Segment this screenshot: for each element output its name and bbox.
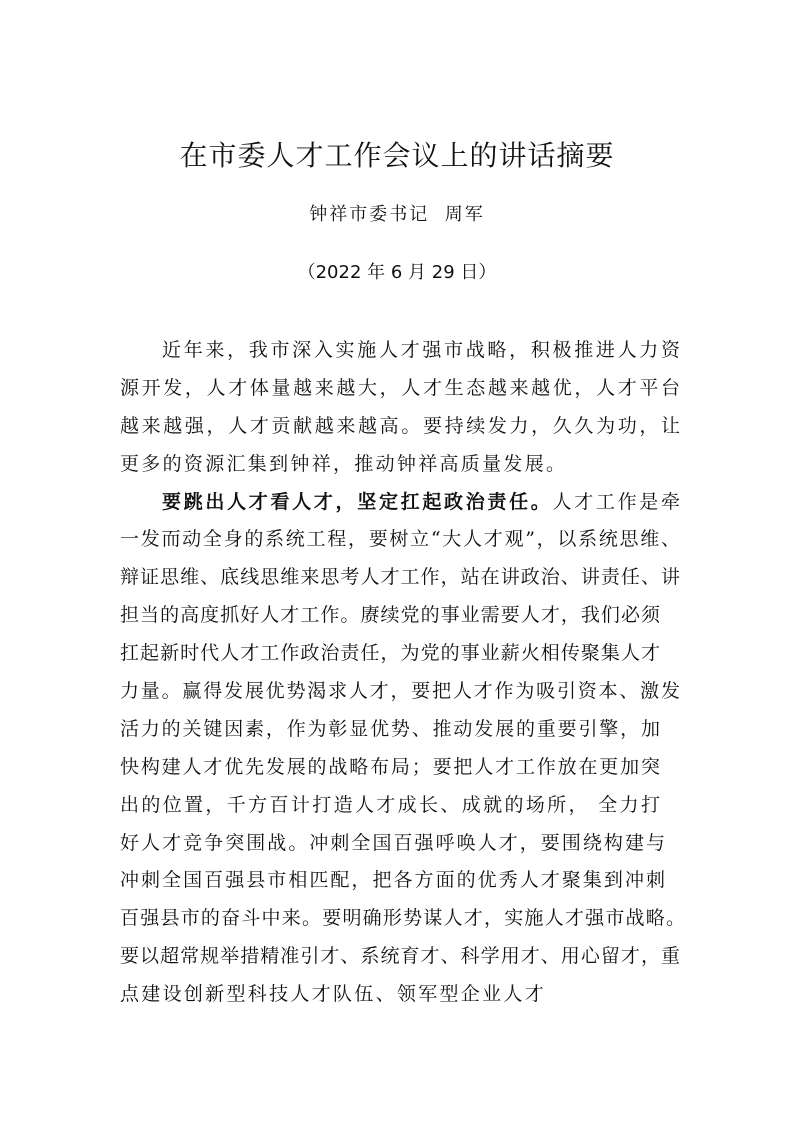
text-line: 活力的关键因素，作为彰显优势、推动发展的重要引擎，加 — [120, 717, 660, 740]
document-body — [120, 333, 685, 1015]
text-line: 辩证思维、底线思维来思考人才工作，站在讲政治、讲责任、讲 — [120, 566, 680, 589]
author-line: 钟祥市委书记 周军 — [309, 204, 485, 225]
text-line: 力量。赢得发展优势渴求人才，要把人才作为吸引资本、激发 — [120, 680, 680, 703]
text-line: 要以超常规举措精准引才、系统育才、科学用才、用心留才，重 — [120, 945, 680, 968]
text-line: 源开发，人才体量越来越大，人才生态越来越优，人才平台 — [120, 376, 680, 399]
text-line: 近年来，我市深入实施人才强市战略，积极推进人力资 — [162, 339, 680, 361]
text-line: 扛起新时代人才工作政治责任，为党的事业薪火相传聚集人才 — [120, 642, 660, 665]
text-line — [120, 485, 680, 523]
text-line: 快构建人才优先发展的战略布局；要把人才工作放在更加突 — [120, 755, 660, 778]
text-line: 百强县市的奋斗中来。要明确形势谋人才，实施人才强市战略。 — [120, 907, 685, 930]
text-line: 一发而动全身的系统工程，要树立“大人才观”，以系统思维、 — [120, 528, 680, 551]
text-line: 担当的高度抓好人才工作。赓续党的事业需要人才，我们必须 — [120, 604, 660, 627]
text-line: 出的位置，千方百计打造人才成长、成就的场所， 全力打 — [120, 793, 660, 816]
text-line: 好人才竞争突围战。冲刺全国百强呼唤人才，要围绕构建与 — [120, 831, 665, 854]
speech-date: （2022 年 6 月 29 日） — [297, 262, 497, 283]
section-heading: 要跳出人才看人才，坚定扛起政治责任。 — [162, 490, 553, 513]
text-span: 人才工作是牵 — [552, 490, 680, 513]
document-title: 在市委人才工作会议上的讲话摘要 — [179, 139, 615, 172]
text-line: 更多的资源汇集到钟祥，推动钟祥高质量发展。 — [120, 452, 568, 475]
text-line: 点建设创新型科技人才队伍、领军型企业人才 — [120, 983, 547, 1006]
text-line: 越来越强，人才贡献越来越高。要持续发力，久久为功，让 — [120, 414, 680, 437]
text-line: 冲刺全国百强县市相匹配，把各方面的优秀人才聚集到冲刺 — [120, 869, 665, 892]
